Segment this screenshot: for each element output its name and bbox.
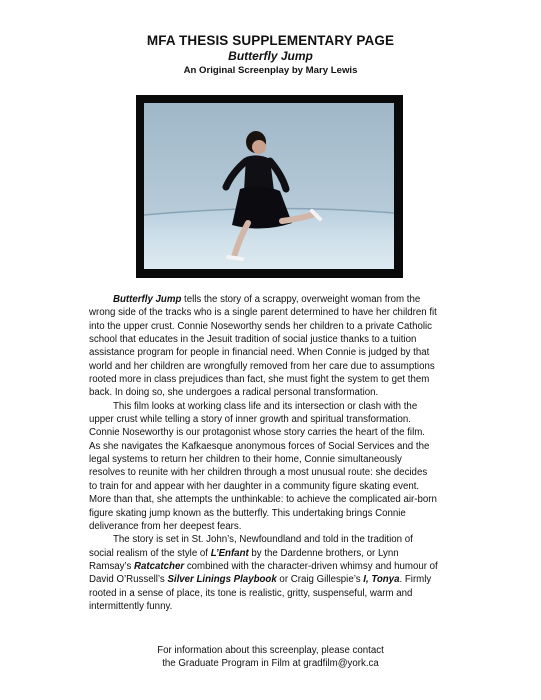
- page-title: MFA THESIS SUPPLEMENTARY PAGE: [146, 33, 395, 48]
- contact-footer: [0, 644, 541, 670]
- paragraph-1: Butterfly Jump tells the story of a scrappy, overweight woman from the wrong side of the tracks who is a single parent determined to have her children fit into the upper crust. Connie Noseworthy sends her children to a private Catholic school that educates in the Jesuit tradition of social justice thanks to a tuition assistance program for people in financial need. When Connie is judged by that world and her children are wrongfully removed from her care due to assumptions rooted more in class prejudices than fact, she must fight the system to get them back. In doing so, she undergoes a radical personal transformation.: [89, 294, 437, 399]
- page-header: [0, 33, 541, 77]
- film-reference: Silver Linings Playbook: [167, 574, 277, 586]
- title-reference: Butterfly Jump: [113, 294, 182, 305]
- paragraph-2: This film looks at working class life and its intersection or clash with the upper crust while telling a story of inner growth and spiritual transformation. Connie Noseworthy is our protagonist whose story carries the heart of the film. As she navigates the Kafkaesque anonymous forces of Social Services and the legal systems to return her children to their home, Connie simultaneously resolves to reunite with her children through a most unusual route: she decides to train for and appear with her daughter in a community figure skating event. More than that, she attempts the unthinkable: to achieve the complicated air-born figure skating jump known as the butterfly. This undertaking brings Connie deliverance from her deepest fears.: [89, 400, 437, 532]
- paragraph-3: The story is set in St. John’s, Newfoundland and told in the tradition of social realism of the style of L’Enfant by the Dardenne brothers, or Lynn Ramsay’s Ratcatcher combined with the character-driven whimsy and humour of David O’Russell’s Silver Linings Playbook or Craig Gillespie’s I, Tonya. Firmly rooted in a sense of place, its tone is realistic, gritty, suspenseful, warm and intermittently funny.: [89, 534, 438, 612]
- byline: An Original Screenplay by Mary Lewis: [183, 65, 358, 76]
- screenplay-title: Butterfly Jump: [228, 49, 313, 63]
- film-reference: L’Enfant: [210, 547, 249, 559]
- synopsis: [89, 293, 455, 613]
- contact-line-1: For information about this screenplay, please contact: [157, 645, 384, 656]
- film-reference: Ratcatcher: [134, 560, 185, 572]
- skater-photo: [136, 95, 403, 278]
- contact-line-2: the Graduate Program in Film at gradfilm@york.ca: [162, 658, 379, 669]
- film-reference: I, Tonya: [363, 574, 400, 586]
